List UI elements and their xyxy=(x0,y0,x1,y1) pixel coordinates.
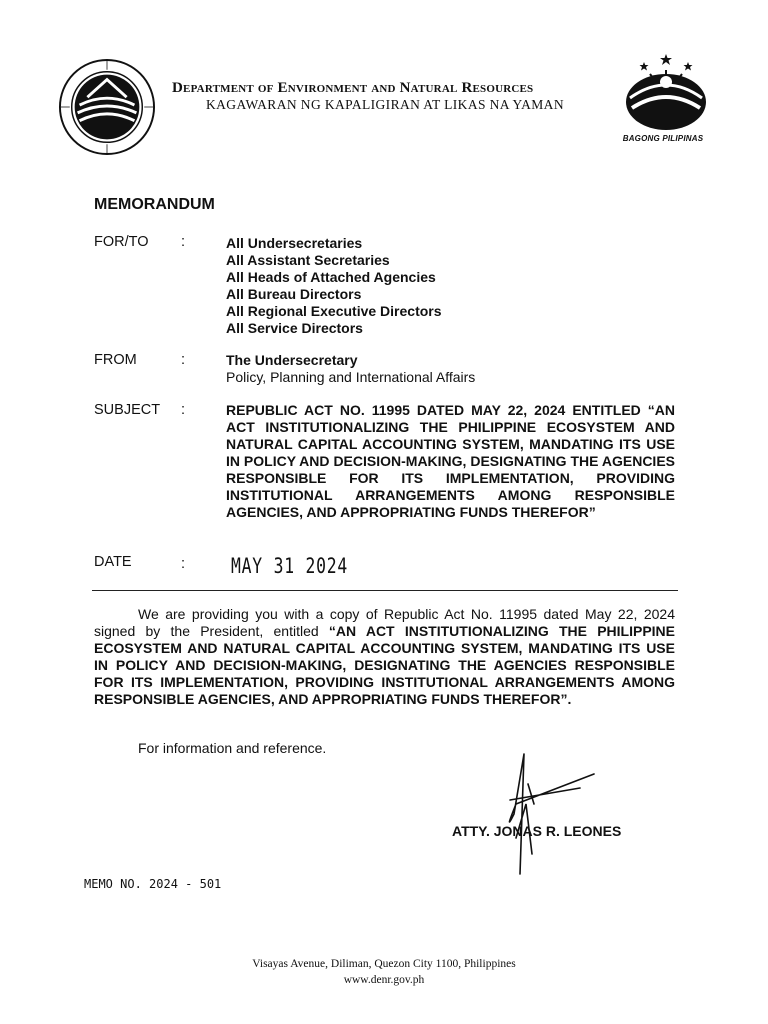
header-divider xyxy=(92,590,678,591)
denr-seal-logo xyxy=(58,58,156,156)
date-stamp: MAY 31 2024 xyxy=(231,554,349,578)
closing-line: For information and reference. xyxy=(138,740,327,756)
from-colon: : xyxy=(181,352,186,368)
footer-website[interactable]: www.denr.gov.ph xyxy=(343,974,425,986)
recipient-item: All Service Directors xyxy=(226,320,363,336)
for-to-colon: : xyxy=(181,234,186,250)
for-to-label: FOR/TO xyxy=(94,234,149,250)
from-title: The Undersecretary xyxy=(226,352,358,368)
department-name-tagalog: KAGAWARAN NG KAPALIGIRAN AT LIKAS NA YAMAN xyxy=(206,97,564,112)
recipient-item: All Heads of Attached Agencies xyxy=(226,269,436,285)
recipient-list xyxy=(226,235,442,337)
body-intro: We are providing you with a copy of Republic Act No. 11995 dated May 22, 2024 signed by the President, entitled xyxy=(94,606,675,639)
subject-text: REPUBLIC ACT NO. 11995 DATED MAY 22, 2024 ENTITLED “AN ACT INSTITUTIONALIZING THE PHILIPPINE ECOSYSTEM AND NATURAL CAPITAL ACCOUNTING SYSTEM, MANDATING ITS USE IN POLICY AND DECISION-MAKING, DESIGNATING THE AGENCIES RESPONSIBLE FOR ITS IMPLEMENTATION, PROVIDING INSTITUTIONAL ARRANGEMENTS AMONG RESPONSIBLE AGENCIES, AND APPROPRIATING FUNDS THEREFOR” xyxy=(226,402,675,520)
body-paragraph xyxy=(94,606,675,708)
recipient-item: All Bureau Directors xyxy=(226,286,362,302)
footer-address: Visayas Avenue, Diliman, Quezon City 1100, Philippines xyxy=(252,958,516,970)
memo-title: MEMORANDUM xyxy=(94,196,215,213)
bagong-pilipinas-text: BAGONG PILIPINAS xyxy=(622,134,704,143)
recipient-item: All Regional Executive Directors xyxy=(226,303,442,319)
from-label: FROM xyxy=(94,352,137,368)
date-label: DATE xyxy=(94,554,132,570)
body-act-title: “AN ACT INSTITUTIONALIZING THE PHILIPPINE ECOSYSTEM AND NATURAL CAPITAL ACCOUNTING SYSTEM, MANDATING ITS USE IN POLICY AND DECISION-MAKING, DESIGNATING THE AGENCIES RESPONSIBLE FOR ITS IMPLEMENTATION, PROVIDING INSTITUTIONAL ARRANGEMENTS AMONG RESPONSIBLE AGENCIES, AND APPROPRIATING FUNDS THEREFOR”. xyxy=(94,623,675,707)
subject-label: SUBJECT xyxy=(94,402,161,418)
subject-colon: : xyxy=(181,402,186,418)
memo-number: MEMO NO. 2024 - 501 xyxy=(84,877,222,891)
department-name: Department of Environment and Natural Resources xyxy=(172,80,534,96)
signature-mark xyxy=(484,744,604,884)
recipient-item: All Assistant Secretaries xyxy=(226,252,390,268)
recipient-item: All Undersecretaries xyxy=(226,235,363,251)
date-colon: : xyxy=(181,556,186,572)
signatory-name: ATTY. JONAS R. LEONES xyxy=(452,823,622,839)
bagong-pilipinas-logo xyxy=(620,52,712,132)
from-block xyxy=(226,352,475,386)
from-office: Policy, Planning and International Affairs xyxy=(226,369,476,385)
